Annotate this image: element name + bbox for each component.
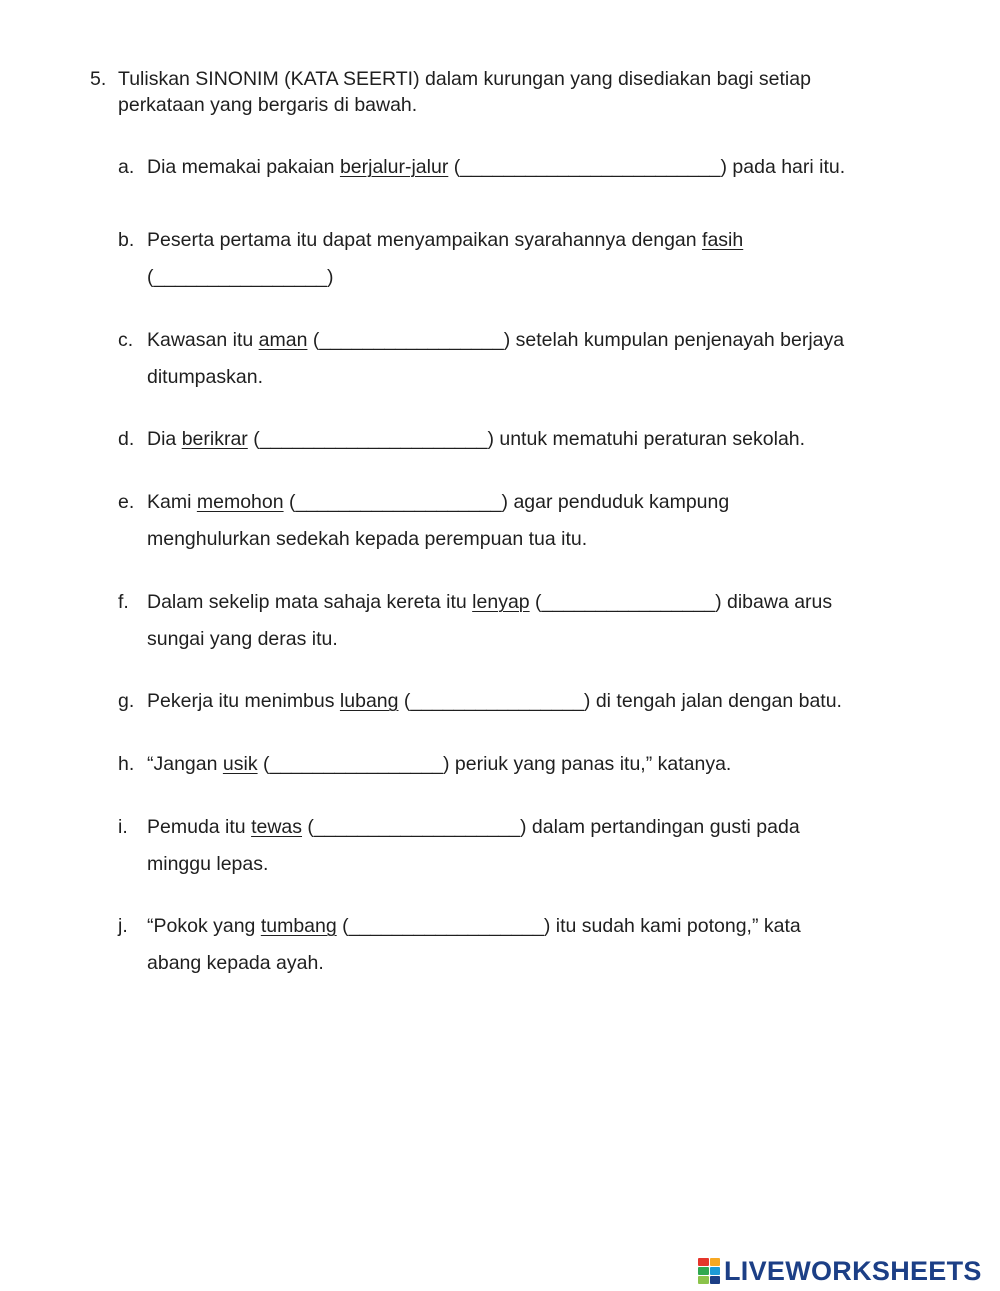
item-letter: a. (118, 156, 135, 178)
answer-blank[interactable]: (___________________) (302, 816, 527, 838)
underlined-word: berikrar (181, 428, 248, 450)
list-item-e (118, 484, 958, 558)
item-sentence-line-2 (147, 259, 958, 296)
underlined-word: tumbang (260, 915, 337, 937)
question-instruction-line-2: perkataan yang bergaris di bawah. (118, 94, 418, 116)
item-sentence: Pekerja itu menimbus lubang (________________) di tengah jalan dengan batu. (147, 690, 842, 712)
item-sentence: Dia memakai pakaian berjalur-jalur (________________________) pada hari itu. (147, 156, 846, 178)
answer-blank[interactable]: (________________________) (448, 156, 727, 178)
answer-blank[interactable]: (__________________) (336, 915, 551, 937)
item-sentence-line-2: menghulurkan sedekah kepada perempuan tua itu. (147, 528, 588, 550)
list-item-h (118, 746, 958, 783)
answer-blank[interactable]: (___________________) (283, 491, 509, 513)
answer-blank[interactable]: (________________) (398, 690, 591, 712)
item-sentence: “Jangan usik (________________) periuk yang panas itu,” katanya. (147, 753, 732, 775)
question-number: 5. (90, 68, 107, 90)
item-sentence: Kami memohon (___________________) agar penduduk kampung (147, 491, 730, 513)
item-letter: e. (118, 491, 135, 513)
underlined-word: memohon (196, 491, 284, 513)
list-item-j (118, 908, 958, 982)
underlined-word: berjalur-jalur (339, 156, 449, 178)
question-instruction-line-1: Tuliskan SINONIM (KATA SEERTI) dalam kurungan yang disediakan bagi setiap (118, 68, 811, 90)
underlined-word: lubang (339, 690, 399, 712)
item-sentence: “Pokok yang tumbang (__________________) itu sudah kami potong,” kata (147, 915, 801, 937)
answer-blank[interactable]: (________________) (529, 591, 722, 613)
item-letter: f. (118, 591, 129, 613)
item-sentence-line-2: abang kepada ayah. (147, 952, 324, 974)
item-sentence: Peserta pertama itu dapat menyampaikan syarahannya dengan fasih (147, 229, 744, 251)
item-letter: i. (118, 816, 128, 838)
item-letter: j. (118, 915, 128, 937)
item-letter: h. (118, 753, 135, 775)
item-sentence: Pemuda itu tewas (___________________) dalam pertandingan gusti pada (147, 816, 800, 838)
underlined-word: usik (222, 753, 258, 775)
underlined-word: lenyap (472, 591, 530, 613)
item-sentence: Dia berikrar (_____________________) untuk mematuhi peraturan sekolah. (147, 428, 806, 450)
list-item-i (118, 809, 958, 883)
list-item-d (118, 421, 958, 458)
list-item-f (118, 584, 958, 658)
item-sentence-line-2: ditumpaskan. (147, 366, 263, 388)
item-sentence: Dalam sekelip mata sahaja kereta itu lenyap (________________) dibawa arus (147, 591, 833, 613)
item-sentence-line-2: sungai yang deras itu. (147, 628, 338, 650)
item-sentence: Kawasan itu aman (_________________) setelah kumpulan penjenayah berjaya (147, 329, 845, 351)
item-sentence-line-2: minggu lepas. (147, 853, 269, 875)
item-letter: c. (118, 329, 134, 351)
answer-blank[interactable]: (________________) (257, 753, 450, 775)
liveworksheets-logo (698, 1256, 982, 1286)
logo-text: LIVEWORKSHEETS (724, 1255, 982, 1286)
list-item-g (118, 683, 958, 720)
question-heading (90, 66, 950, 118)
underlined-word: tewas (251, 816, 303, 838)
answer-blank[interactable]: (_____________________) (247, 428, 494, 450)
list-item-a (118, 149, 958, 186)
list-item-b (118, 222, 958, 296)
item-letter: g. (118, 690, 135, 712)
item-letter: b. (118, 229, 135, 251)
liveworksheets-icon (698, 1258, 720, 1284)
answer-blank[interactable]: (________________) (147, 266, 334, 288)
answer-blank[interactable]: (_________________) (307, 329, 511, 351)
underlined-word: fasih (702, 229, 744, 251)
list-item-c (118, 322, 958, 396)
underlined-word: aman (258, 329, 308, 351)
item-letter: d. (118, 428, 135, 450)
